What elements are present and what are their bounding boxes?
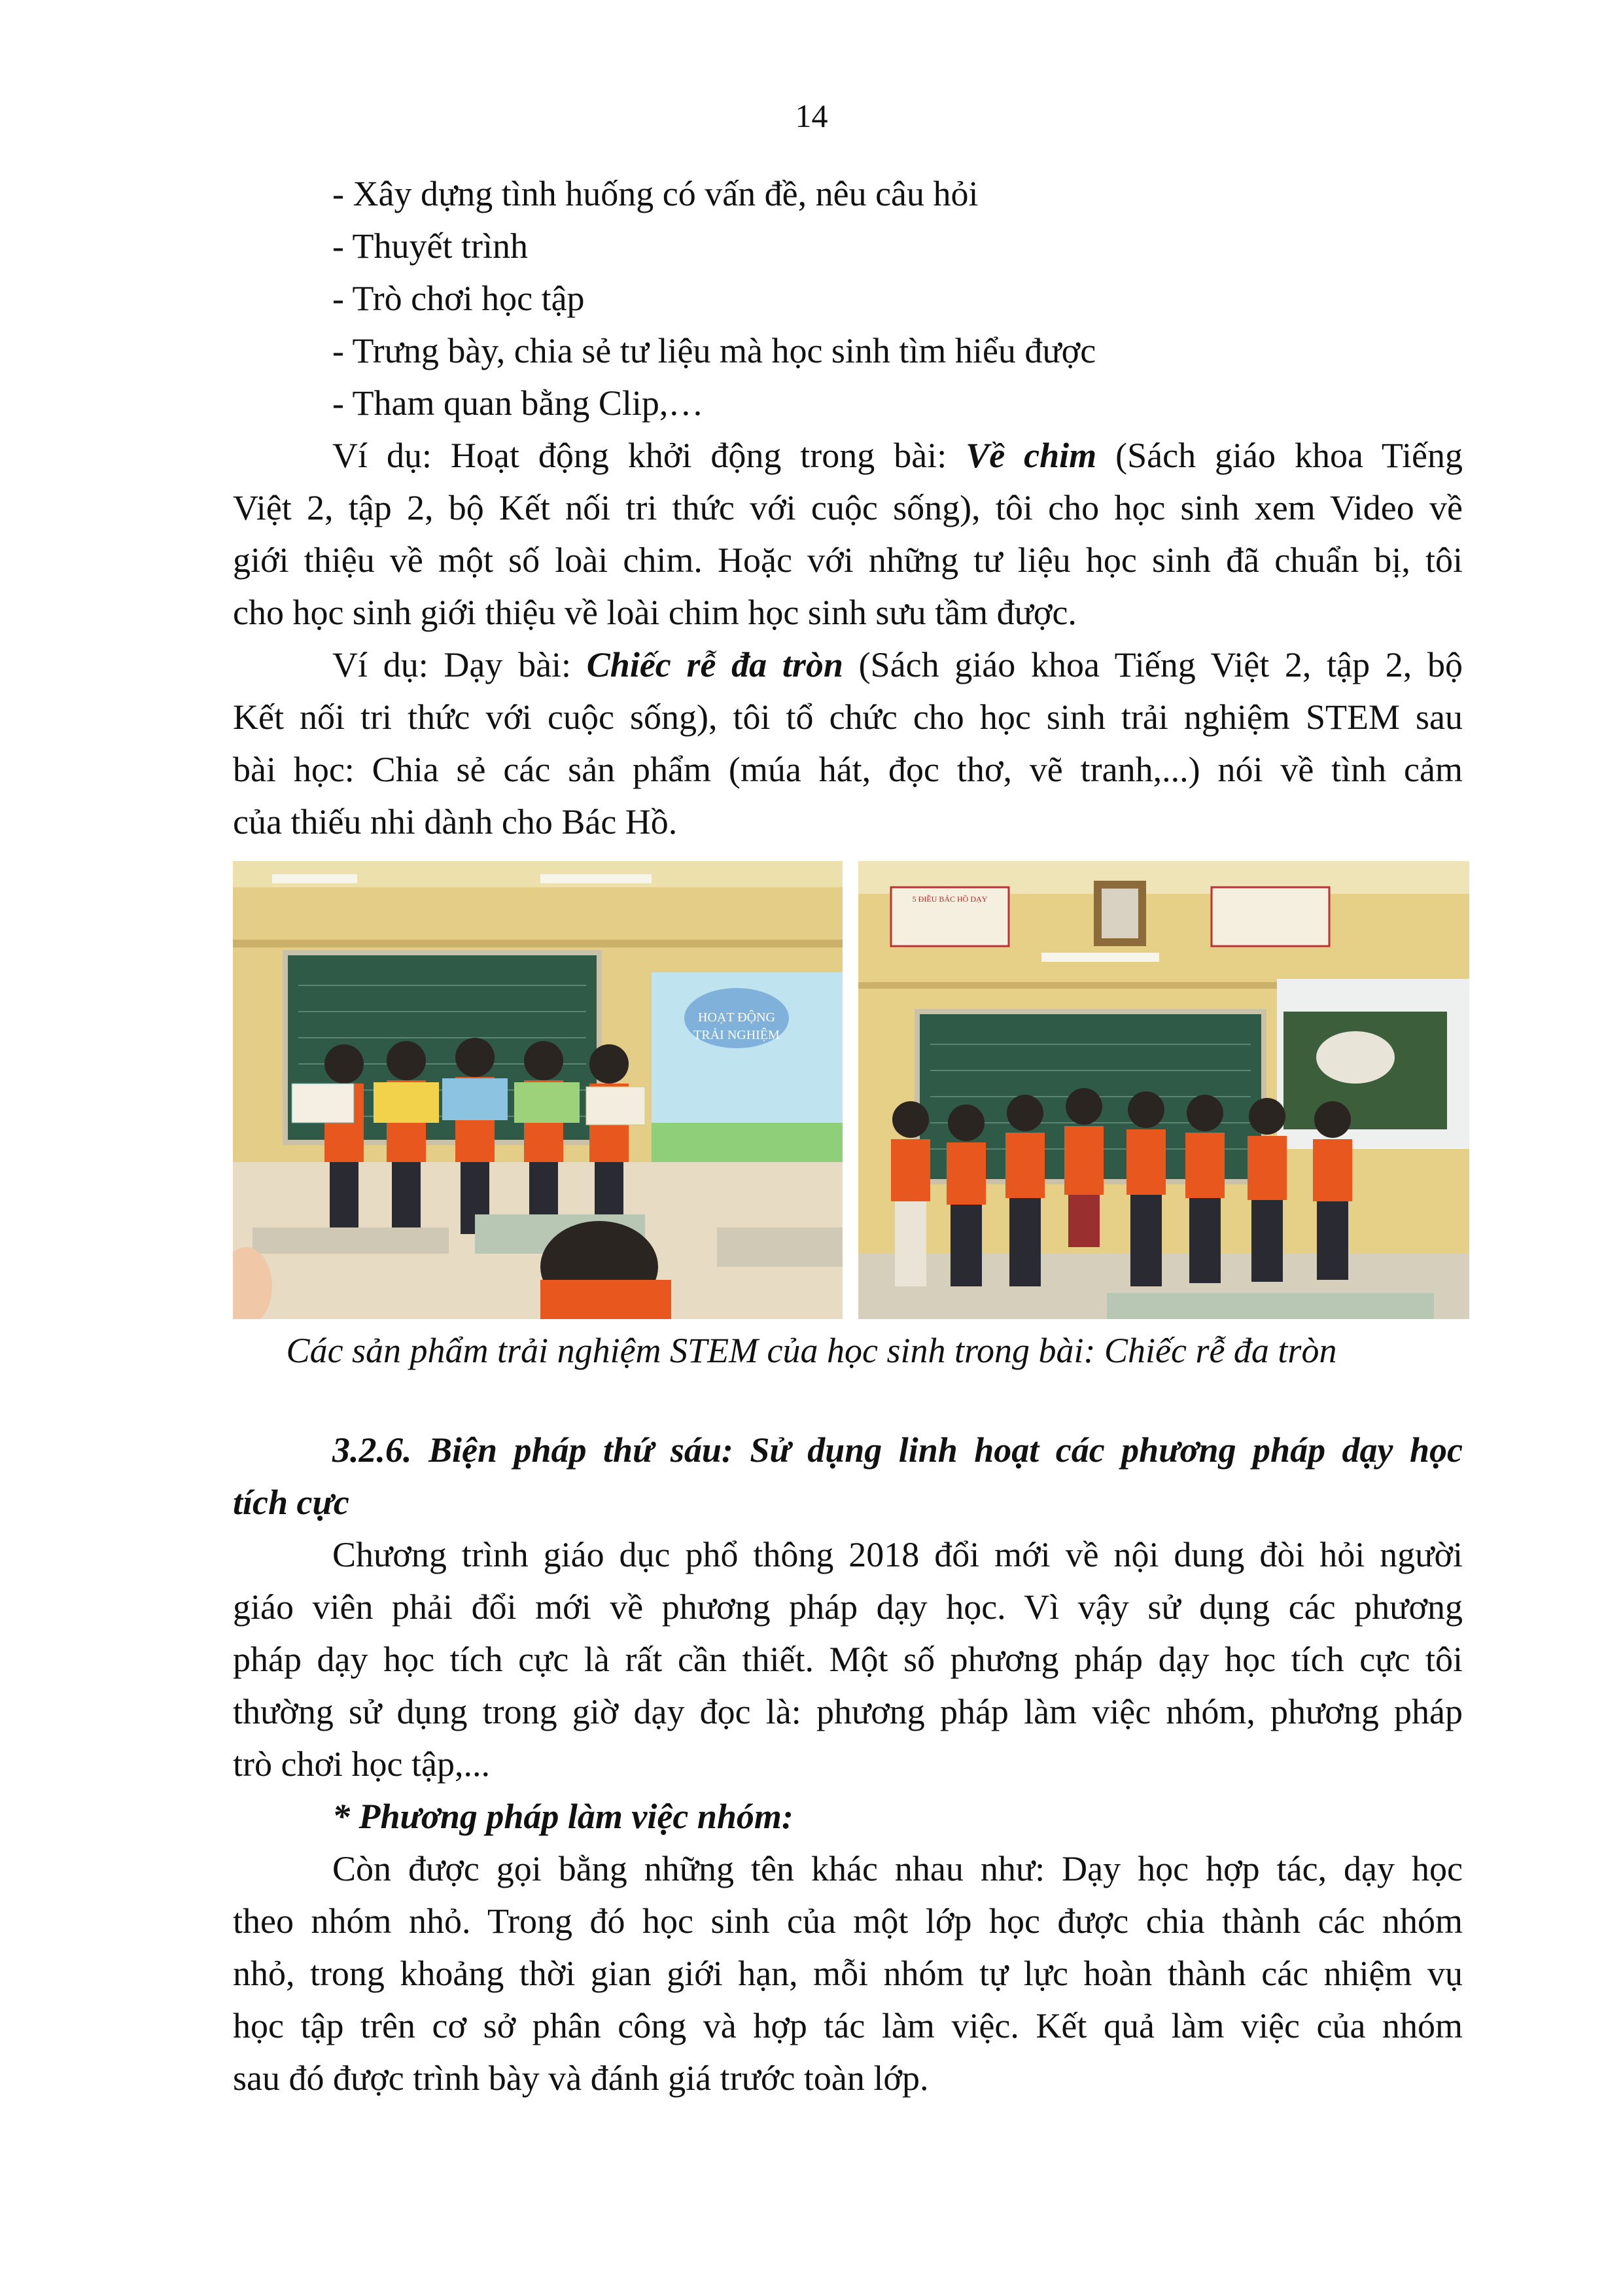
slide-text-2: TRẢI NGHIỆM [693, 1028, 780, 1042]
paragraph-line: Còn được gọi bằng những tên khác nhau như: Dạy học hợp tác, dạy học [332, 1849, 1463, 1888]
classroom-photo-left [233, 861, 843, 1319]
paragraph-line: theo nhóm nhỏ. Trong đó học sinh của một lớp học được chia thành các nhóm [233, 1901, 1463, 1941]
figure-caption: Các sản phẩm trải nghiệm STEM của học sinh trong bài: Chiếc rễ đa tròn [286, 1331, 1337, 1370]
paragraph-line: giới thiệu về một số loài chim. Hoặc với những tư liệu học sinh đã chuẩn bị, tôi [233, 540, 1463, 580]
paragraph-line: Kết nối tri thức với cuộc sống), tôi tổ chức cho học sinh trải nghiệm STEM sau [233, 698, 1463, 737]
paragraph-line: của thiếu nhi dành cho Bác Hồ. [233, 802, 678, 841]
bullet-item: - Tham quan bằng Clip,… [332, 383, 704, 423]
paragraph-line: Việt 2, tập 2, bộ Kết nối tri thức với cuộc sống), tôi cho học sinh xem Video về [233, 488, 1463, 527]
section-heading-cont: tích cực [233, 1483, 349, 1522]
example2-lesson-title: Chiếc rễ đa tròn [586, 645, 843, 684]
paragraph-line: giáo viên phải đổi mới về phương pháp dạy học. Vì vậy sử dụng các phương [233, 1587, 1463, 1627]
bullet-item: - Thuyết trình [332, 226, 528, 266]
bullet-item: - Xây dựng tình huống có vấn đề, nêu câu hỏi [332, 174, 979, 213]
poster-title: 5 ĐIỀU BÁC HỒ DẠY [912, 894, 988, 904]
bullet-item: - Trò chơi học tập [332, 279, 585, 318]
paragraph-line: sau đó được trình bày và đánh giá trước toàn lớp. [233, 2058, 929, 2098]
example1-lesson-title: Về chim [966, 436, 1097, 475]
paragraph-line: cho học sinh giới thiệu về loài chim học sinh sưu tầm được. [233, 593, 1077, 632]
example1-first-line: Ví dụ: Hoạt động khởi động trong bài: Về chim (Sách giáo khoa Tiếng [332, 436, 1463, 475]
paragraph-line: Chương trình giáo dục phổ thông 2018 đổi mới về nội dung đòi hỏi người [332, 1535, 1463, 1574]
example2-first-line: Ví dụ: Dạy bài: Chiếc rễ đa tròn (Sách giáo khoa Tiếng Việt 2, tập 2, bộ [332, 645, 1463, 684]
paragraph-line: pháp dạy học tích cực là rất cần thiết. Một số phương pháp dạy học tích cực tôi [233, 1640, 1463, 1679]
bullet-item: - Trưng bày, chia sẻ tư liệu mà học sinh tìm hiểu được [332, 331, 1096, 370]
paragraph-line: học tập trên cơ sở phân công và hợp tác làm việc. Kết quả làm việc của nhóm [233, 2006, 1463, 2045]
paragraph-line: thường sử dụng trong giờ dạy đọc là: phương pháp làm việc nhóm, phương pháp [233, 1692, 1463, 1731]
slide-text-1: HOẠT ĐỘNG [698, 1010, 775, 1025]
paragraph-line: bài học: Chia sẻ các sản phẩm (múa hát, đọc thơ, vẽ tranh,...) nói về tình cảm [233, 750, 1463, 789]
page-number: 14 [795, 97, 828, 134]
classroom-photo-right [858, 861, 1469, 1319]
paragraph-line: nhỏ, trong khoảng thời gian giới hạn, mỗi nhóm tự lực hoàn thành các nhiệm vụ [233, 1954, 1463, 1993]
subsection-heading: * Phương pháp làm việc nhóm: [332, 1797, 794, 1836]
section-heading: 3.2.6. Biện pháp thứ sáu: Sử dụng linh hoạt các phương pháp dạy học [332, 1430, 1463, 1470]
paragraph-line: trò chơi học tập,... [233, 1744, 490, 1784]
